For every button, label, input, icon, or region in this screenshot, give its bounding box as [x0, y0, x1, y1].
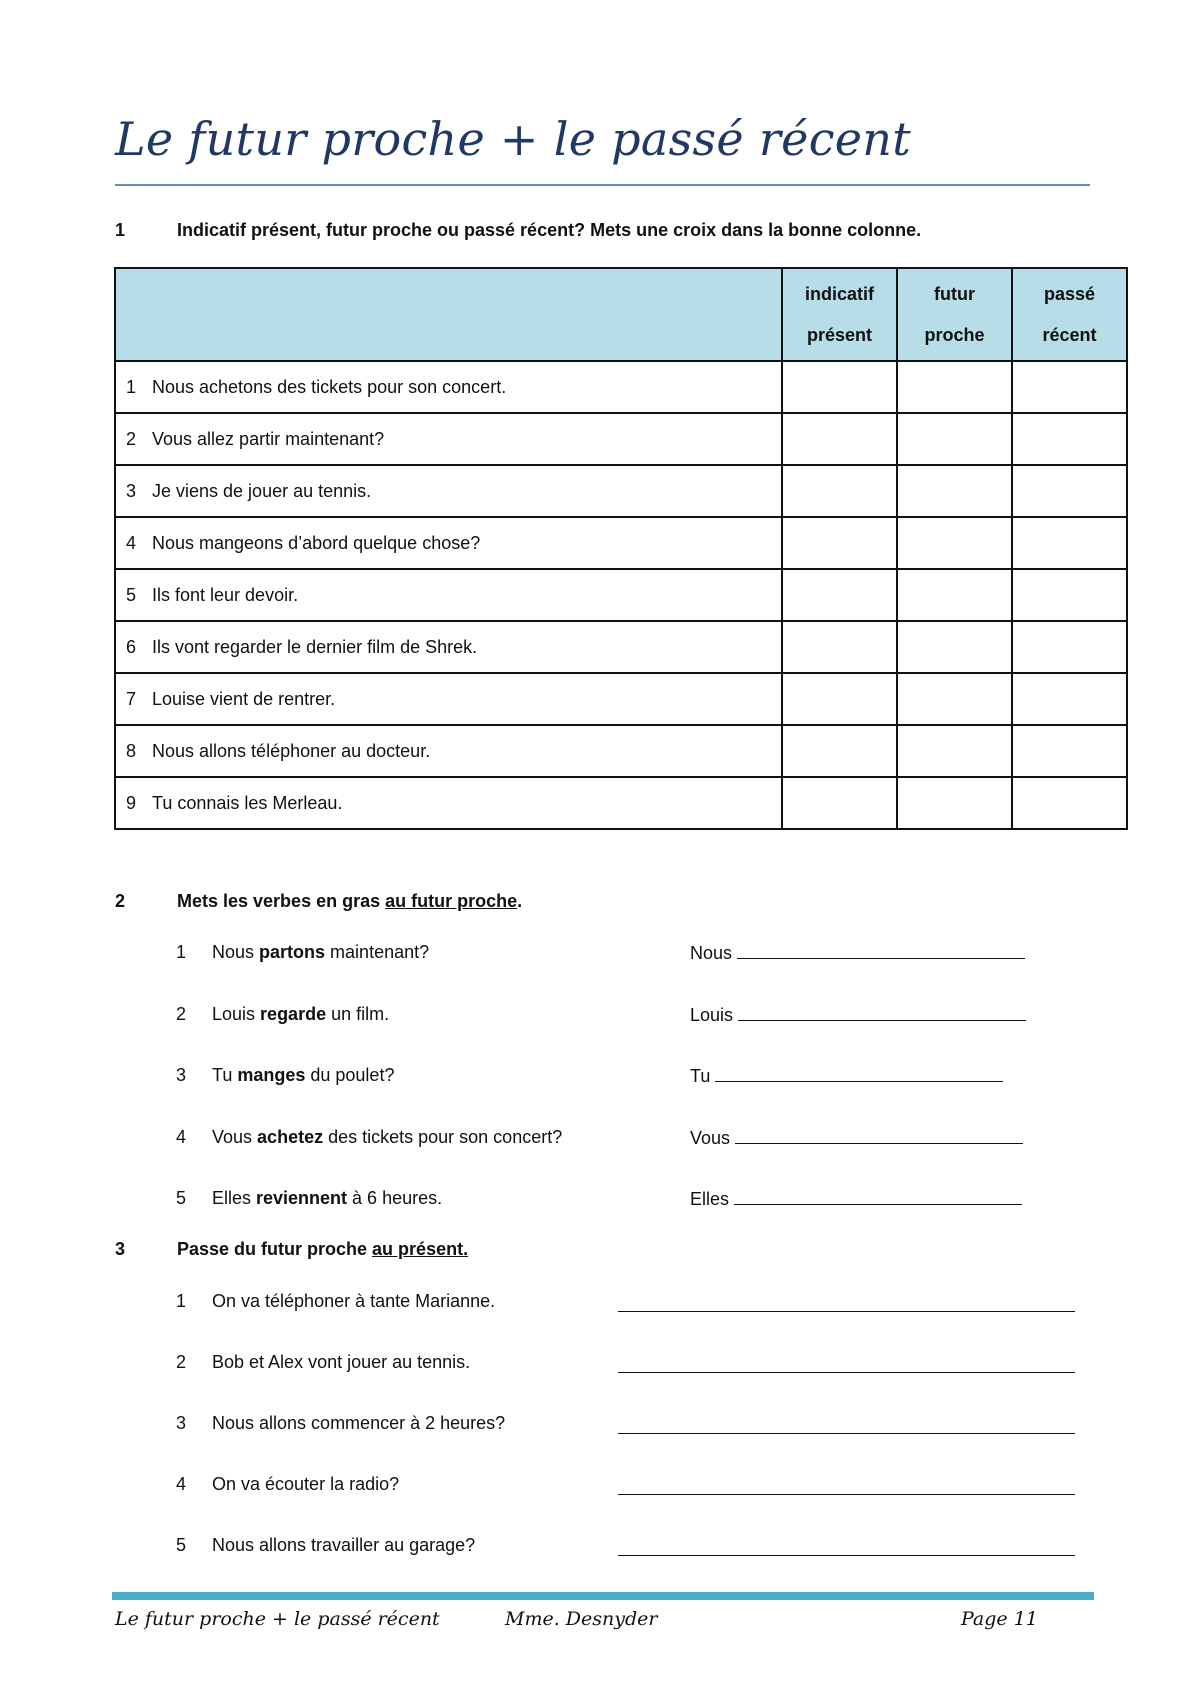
sentence-number: 4 [126, 532, 137, 553]
instruction-text: Mets les verbes en gras [177, 891, 386, 911]
answer-field[interactable] [690, 1188, 1022, 1210]
footer-page-number: Page 11 [961, 1608, 1038, 1630]
sentence-text: Tu connais les Merleau. [152, 792, 343, 813]
item-number: 2 [176, 1352, 187, 1372]
checkbox-cell-indicatif-present[interactable] [782, 361, 897, 413]
page-title: Le futur proche + le passé récent [115, 112, 911, 166]
sentence-part: Louis [212, 1004, 261, 1024]
checkbox-cell-futur-proche[interactable] [897, 413, 1012, 465]
checkbox-cell-indicatif-present[interactable] [782, 569, 897, 621]
sentence-text: Je viens de jouer au tennis. [152, 480, 372, 501]
sentence-part: maintenant? [325, 942, 430, 962]
footer-author: Mme. Desnyder [505, 1608, 658, 1630]
exercise-1-table [114, 267, 1128, 830]
item-number: 1 [176, 942, 187, 962]
table-row [115, 361, 1127, 413]
answer-blank-line[interactable] [737, 942, 1025, 959]
answer-line[interactable] [618, 1371, 1075, 1373]
answer-line[interactable] [618, 1493, 1075, 1495]
sentence-cell [115, 517, 782, 569]
header-label: présent [806, 324, 873, 345]
table-row [115, 413, 1127, 465]
answer-field[interactable] [690, 1004, 1026, 1026]
table-row [115, 621, 1127, 673]
sentence-text: Nous allons téléphoner au docteur. [152, 740, 431, 761]
bold-verb: reviennent [256, 1188, 348, 1208]
header-label: proche [924, 324, 985, 345]
item-sentence [212, 1127, 562, 1148]
sentence-number: 9 [126, 792, 137, 813]
sentence-text: Nous mangeons d’abord quelque chose? [152, 532, 481, 553]
answer-field[interactable] [690, 1065, 1003, 1087]
checkbox-cell-indicatif-present[interactable] [782, 517, 897, 569]
checkbox-cell-futur-proche[interactable] [897, 725, 1012, 777]
checkbox-cell-indicatif-present[interactable] [782, 465, 897, 517]
sentence-cell [115, 465, 782, 517]
sentence-text: Nous achetons des tickets pour son concert. [152, 376, 507, 397]
bold-verb: partons [259, 942, 326, 962]
bold-verb: regarde [260, 1004, 327, 1024]
sentence-number: 7 [126, 688, 137, 709]
exercise-2-instruction [177, 891, 522, 912]
header-sentence-column [115, 268, 782, 361]
answer-subject: Vous [690, 1128, 731, 1148]
item-number: 4 [176, 1474, 187, 1494]
item-number: 2 [176, 1004, 187, 1024]
sentence-part: Tu [212, 1065, 238, 1085]
checkbox-cell-indicatif-present[interactable] [782, 777, 897, 829]
item-sentence [212, 1004, 389, 1025]
table-row [115, 569, 1127, 621]
sentence-text: Louise vient de rentrer. [152, 688, 336, 709]
sentence-part: à 6 heures. [347, 1188, 443, 1208]
item-number: 5 [176, 1188, 187, 1208]
header-passe-recent [1012, 268, 1127, 361]
header-indicatif-present [782, 268, 897, 361]
answer-blank-line[interactable] [738, 1004, 1026, 1021]
sentence-part: Nous [212, 942, 260, 962]
checkbox-cell-passe-recent[interactable] [1012, 361, 1127, 413]
checkbox-cell-passe-recent[interactable] [1012, 725, 1127, 777]
bold-verb: achetez [257, 1127, 324, 1147]
item-sentence: Nous allons commencer à 2 heures? [212, 1413, 506, 1433]
item-sentence [212, 1065, 394, 1086]
answer-line[interactable] [618, 1432, 1075, 1434]
footer-title: Le futur proche + le passé récent [115, 1608, 440, 1630]
sentence-number: 5 [126, 584, 137, 605]
sentence-text: Vous allez partir maintenant? [152, 428, 385, 449]
item-sentence: On va écouter la radio? [212, 1474, 400, 1494]
answer-subject: Louis [690, 1005, 734, 1025]
instruction-underlined: au futur proche [385, 891, 518, 911]
checkbox-cell-indicatif-present[interactable] [782, 621, 897, 673]
checkbox-cell-indicatif-present[interactable] [782, 413, 897, 465]
item-sentence [212, 942, 429, 963]
checkbox-cell-futur-proche[interactable] [897, 517, 1012, 569]
checkbox-cell-futur-proche[interactable] [897, 673, 1012, 725]
checkbox-cell-passe-recent[interactable] [1012, 413, 1127, 465]
sentence-part: des tickets pour son concert? [323, 1127, 563, 1147]
sentence-cell [115, 621, 782, 673]
instruction-text: . [517, 891, 523, 911]
answer-field[interactable] [690, 942, 1025, 964]
sentence-part: Vous [212, 1127, 258, 1147]
table-row [115, 777, 1127, 829]
table-row [115, 465, 1127, 517]
sentence-number: 3 [126, 480, 137, 501]
checkbox-cell-passe-recent[interactable] [1012, 517, 1127, 569]
sentence-part: Elles [212, 1188, 257, 1208]
sentence-cell [115, 725, 782, 777]
header-futur-proche [897, 268, 1012, 361]
sentence-part: un film. [326, 1004, 390, 1024]
checkbox-cell-futur-proche[interactable] [897, 361, 1012, 413]
sentence-part: du poulet? [305, 1065, 395, 1085]
answer-field[interactable] [690, 1127, 1023, 1149]
table-row [115, 517, 1127, 569]
answer-blank-line[interactable] [715, 1065, 1003, 1082]
answer-subject: Nous [690, 943, 733, 963]
item-sentence: Bob et Alex vont jouer au tennis. [212, 1352, 471, 1372]
exercise-3-instruction [177, 1239, 468, 1260]
answer-blank-line[interactable] [735, 1127, 1023, 1144]
sentence-cell [115, 777, 782, 829]
exercise-3-number: 3 [115, 1239, 126, 1259]
instruction-underlined: au présent. [372, 1239, 469, 1259]
sentence-text: Ils font leur devoir. [152, 584, 299, 605]
table-row [115, 725, 1127, 777]
checkbox-cell-futur-proche[interactable] [897, 777, 1012, 829]
answer-subject: Elles [690, 1189, 730, 1209]
sentence-number: 1 [126, 376, 137, 397]
exercise-1-instruction: Indicatif présent, futur proche ou passé récent? Mets une croix dans la bonne colonne. [177, 220, 922, 240]
answer-blank-line[interactable] [734, 1188, 1022, 1205]
sentence-number: 8 [126, 740, 137, 761]
bold-verb: manges [237, 1065, 306, 1085]
table-row [115, 673, 1127, 725]
title-underline [115, 184, 1090, 186]
item-number: 1 [176, 1291, 187, 1311]
footer-rule [112, 1592, 1094, 1600]
table-header-row [115, 268, 1127, 361]
answer-line[interactable] [618, 1554, 1075, 1556]
instruction-text: Passe du futur proche [177, 1239, 373, 1259]
checkbox-cell-futur-proche[interactable] [897, 569, 1012, 621]
checkbox-cell-passe-recent[interactable] [1012, 777, 1127, 829]
item-sentence: Nous allons travailler au garage? [212, 1535, 476, 1555]
sentence-cell [115, 673, 782, 725]
header-label: futur [934, 283, 975, 304]
sentence-cell [115, 569, 782, 621]
checkbox-cell-passe-recent[interactable] [1012, 673, 1127, 725]
item-number: 4 [176, 1127, 187, 1147]
sentence-cell [115, 413, 782, 465]
item-number: 3 [176, 1413, 187, 1433]
item-number: 3 [176, 1065, 187, 1085]
item-sentence [212, 1188, 442, 1209]
checkbox-cell-futur-proche[interactable] [897, 621, 1012, 673]
sentence-number: 2 [126, 428, 137, 449]
checkbox-cell-passe-recent[interactable] [1012, 465, 1127, 517]
sentence-text: Ils vont regarder le dernier film de Shrek. [152, 636, 478, 657]
header-label: passé [1043, 283, 1096, 304]
sentence-number: 6 [126, 636, 137, 657]
exercise-2-number: 2 [115, 891, 126, 911]
sentence-cell [115, 361, 782, 413]
checkbox-cell-passe-recent[interactable] [1012, 569, 1127, 621]
answer-subject: Tu [690, 1066, 711, 1086]
header-label: récent [1042, 324, 1097, 345]
item-number: 5 [176, 1535, 187, 1555]
item-sentence: On va téléphoner à tante Marianne. [212, 1291, 496, 1311]
header-label: indicatif [804, 283, 874, 304]
exercise-1-number: 1 [115, 220, 126, 240]
checkbox-cell-passe-recent[interactable] [1012, 621, 1127, 673]
checkbox-cell-futur-proche[interactable] [897, 465, 1012, 517]
checkbox-cell-indicatif-present[interactable] [782, 673, 897, 725]
checkbox-cell-indicatif-present[interactable] [782, 725, 897, 777]
answer-line[interactable] [618, 1310, 1075, 1312]
